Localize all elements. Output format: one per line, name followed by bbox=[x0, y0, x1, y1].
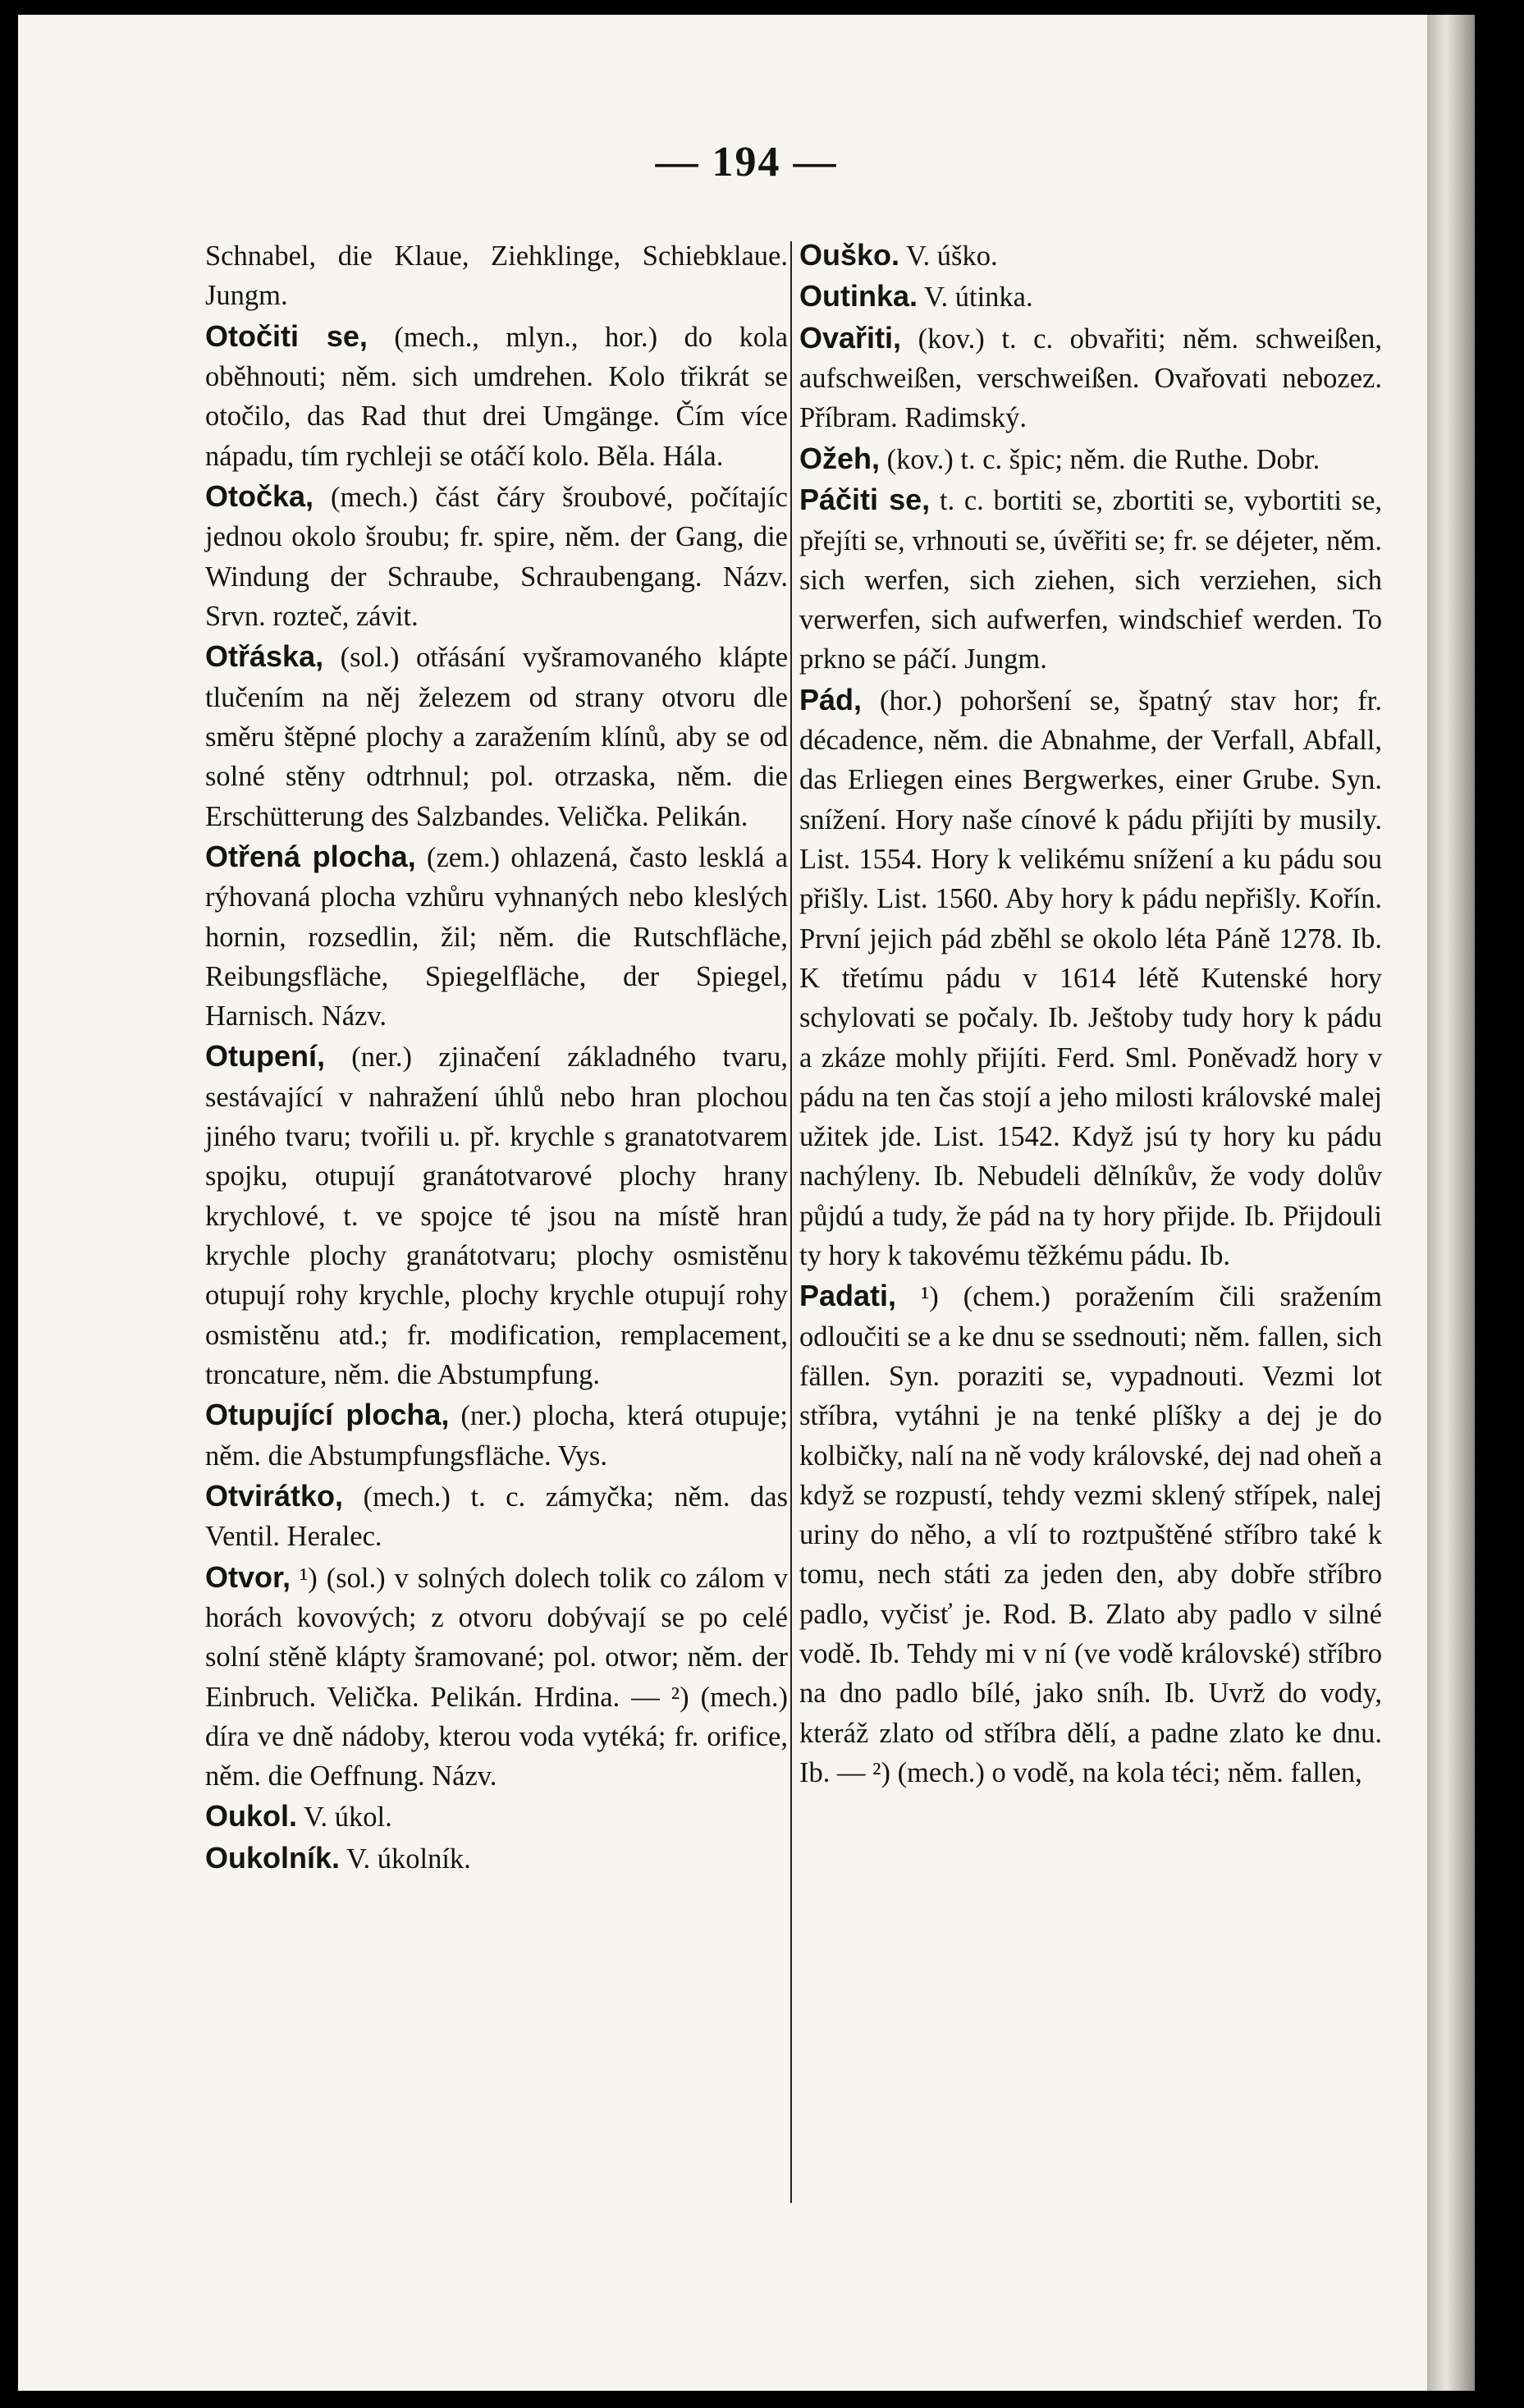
entry-text: (mech.) část čáry šroubové, počítajíc jednou okolo šroubu; fr. spire, něm. der Gang, die Windung der Schraube, Schraubengang. Názv. Srvn. rozteč, závit. bbox=[205, 481, 788, 632]
dictionary-entry bbox=[799, 680, 1382, 1276]
entry-headword: Otupení, bbox=[205, 1039, 325, 1074]
entry-text: (hor.) pohoršení se, špatný stav hor; fr. décadence, něm. die Abnahme, der Verfall, Abfall, das Erliegen eines Bergwerkes, einer Grube. Syn. snížení. Hory naše cínové k pádu přijíti by musily. List. 1554. Hory k velikému snížení a ku pádu sou přišly. List. 1560. Aby hory k pádu nepřišly. Kořín. První jejich pád zběhl se okolo léta Páně 1278. Ib. K třetímu pádu v 1614 létě Kutenské hory schylovati se počaly. Ib. Ještoby tudy hory k pádu a zkáze mohly přijíti. Ferd. Sml. Poněvadž hory v pádu na ten čas stojí a jeho milosti královské malej užitek jde. List. 1542. Když jsú ty hory ku pádu nachýleny. Ib. Nebudeli dělníkův, že vody dolův půjdú a tudy, že pád na ty hory přijde. Ib. Přijdouli ty hory k takovému těžkému pádu. Ib. bbox=[799, 684, 1382, 1271]
entry-headword: Oukol. bbox=[205, 1799, 298, 1833]
dictionary-entry bbox=[205, 1838, 788, 1879]
entry-headword: Pád, bbox=[799, 682, 863, 716]
dictionary-entry bbox=[799, 1275, 1382, 1792]
page-edge bbox=[1427, 15, 1475, 2391]
dictionary-entry bbox=[205, 1036, 788, 1394]
entry-text: ¹) (chem.) poražením čili sražením odloučiti se a ke dnu se ssednouti; něm. fallen, sich fällen. Syn. poraziti se, vypadnouti. Vezmi lot stříbra, vytáhni je na tenké plíšky a dej je do kolbičky, nalí na ně vody královské, dej nad oheň a když se rozpustí, tehdy vezmi sklený střípek, nalej uriny do něho, a vlí to roztpuštěné stříbro také k tomu, nech státi za jeden den, aby dobře stříbro padlo, vyčisť je. Rod. B. Zlato aby padlo v silné vodě. Ib. Tehdy mi v ní (ve vodě královské) stříbro na dno padlo bílé, jako sníh. Ib. Uvrž do vody, kteráž zlato od stříbra dělí, a padne zlato ke dnu. Ib. — ²) (mech.) o vodě, na kola téci; něm. fallen, bbox=[799, 1281, 1382, 1788]
page-number: — 194 — bbox=[655, 139, 838, 185]
dictionary-entry bbox=[799, 318, 1382, 438]
entry-text: (ner.) plocha, která otupuje; něm. die Abstumpfungsfläche. Vys. bbox=[205, 1400, 789, 1472]
dictionary-entry bbox=[205, 476, 788, 636]
entry-headword: Otvor, bbox=[205, 1559, 291, 1594]
entry-headword: Otočiti se, bbox=[205, 318, 368, 353]
dictionary-entry bbox=[799, 235, 1382, 276]
entry-text: (mech., mlyn., hor.) do kola oběhnouti; něm. sich umdrehen. Kolo třikrát se otočilo, das Rad thut drei Umgänge. Čím více nápadu, tím rychleji se otáčí kolo. Běla. Hála. bbox=[205, 321, 789, 472]
entry-text: (zem.) ohlazená, často lesklá a rýhovaná plocha vzhůru vyhnaných nebo kleslých hornin, rozsedlin, žil; něm. die Rutschfläche, Reibungsfläche, Spiegelfläche, der Spiegel, Harnisch. Názv. bbox=[205, 841, 789, 1032]
entry-text: V. úško. bbox=[906, 240, 998, 272]
entry-text: t. c. bortiti se, zbortiti se, vybortiti se, přejíti se, vrhnouti se, úvěřiti se; fr. se déjeter, něm. sich werfen, sich ziehen, sich verziehen, sich verwerfen, sich aufwerfen, windschief werden. To prkno se páčí. Jungm. bbox=[799, 485, 1383, 675]
entry-headword: Padati, bbox=[799, 1279, 897, 1313]
entry-headword: Ožeh, bbox=[799, 441, 881, 475]
column-divider bbox=[790, 241, 792, 2203]
entry-text: (sol.) otřásání vyšramovaného klápte tlučením na něj železem od strany otvoru dle směru štěpné plochy a zaražením klínů, aby se od solné stěny odtrhnul; pol. otrzaska, něm. die Erschütterung des Salzbandes. Velička. Pelikán. bbox=[205, 642, 789, 832]
entry-text: V. úkol. bbox=[304, 1801, 392, 1833]
entry-text: (ner.) zjinačení základného tvaru, sestávající v nahražení úhlů nebo hran plochou jiného tvaru; tvořili u. př. krychle s granatotvarem spojku, otupují granátotvarové plochy hrany krychlové, t. ve spojce té jsou na místě hran krychle plochy granátotvaru; plochy osmistěnu otupují rohy krychle, plochy krychle otupují rohy osmistěnu atd.; fr. modification, remplacement, troncature, něm. die Abstumpfung. bbox=[205, 1041, 789, 1390]
entry-headword: Oušk​o. bbox=[799, 238, 900, 272]
entry-text: (mech.) t. c. zámyčka; něm. das Ventil. Heralec. bbox=[205, 1481, 789, 1553]
dictionary-entry bbox=[799, 479, 1382, 680]
dictionary-entry bbox=[205, 235, 788, 316]
entry-text: ¹) (sol.) v solných dolech tolik co zálom v horách kovových; z otvoru dobývají se po celé solní stěně klápty šramované; pol. otwor; něm. der Einbruch. Velička. Pelikán. Hrdina. — ²) (mech.) díra ve dně nádoby, kterou voda vytéká; fr. orifice, něm. die Oeffnung. Názv. bbox=[205, 1562, 788, 1792]
entry-text: V. úkolník. bbox=[346, 1843, 471, 1875]
entry-headword: Otvirátko, bbox=[205, 1478, 344, 1513]
dictionary-entry bbox=[205, 1557, 788, 1797]
dictionary-entry bbox=[799, 438, 1382, 479]
dictionary-entry bbox=[205, 1476, 788, 1557]
dictionary-entry bbox=[799, 276, 1382, 317]
document-page bbox=[18, 15, 1475, 2391]
right-column bbox=[799, 235, 1382, 1792]
entry-text: Schnabel, die Klaue, Ziehklinge, Schiebklaue. Jungm. bbox=[205, 240, 788, 312]
entry-headword: Oukolník. bbox=[205, 1840, 341, 1875]
entry-headword: Otočka, bbox=[205, 478, 314, 513]
entry-headword: Ovařiti, bbox=[799, 320, 902, 355]
entry-text: (kov.) t. c. obvařiti; něm. schweißen, aufschweißen, verschweißen. Ovařovati nebozez. Příbram. Radimský. bbox=[799, 323, 1383, 434]
dictionary-entry bbox=[205, 316, 788, 476]
dictionary-entry bbox=[205, 836, 788, 1037]
entry-headword: Outinka. bbox=[799, 279, 918, 314]
entry-headword: Otupující plocha, bbox=[205, 1398, 450, 1432]
entry-text: (kov.) t. c. špic; něm. die Ruthe. Dobr. bbox=[886, 443, 1320, 475]
dictionary-entry bbox=[205, 1796, 788, 1837]
entry-headword: Otřená plocha, bbox=[205, 839, 416, 873]
entry-headword: Otřáska, bbox=[205, 639, 324, 674]
dictionary-entry bbox=[205, 636, 788, 836]
entry-text: V. útinka. bbox=[924, 282, 1033, 314]
entry-headword: Páčiti se, bbox=[799, 483, 931, 517]
left-column bbox=[205, 235, 788, 1879]
dictionary-entry bbox=[205, 1394, 788, 1476]
